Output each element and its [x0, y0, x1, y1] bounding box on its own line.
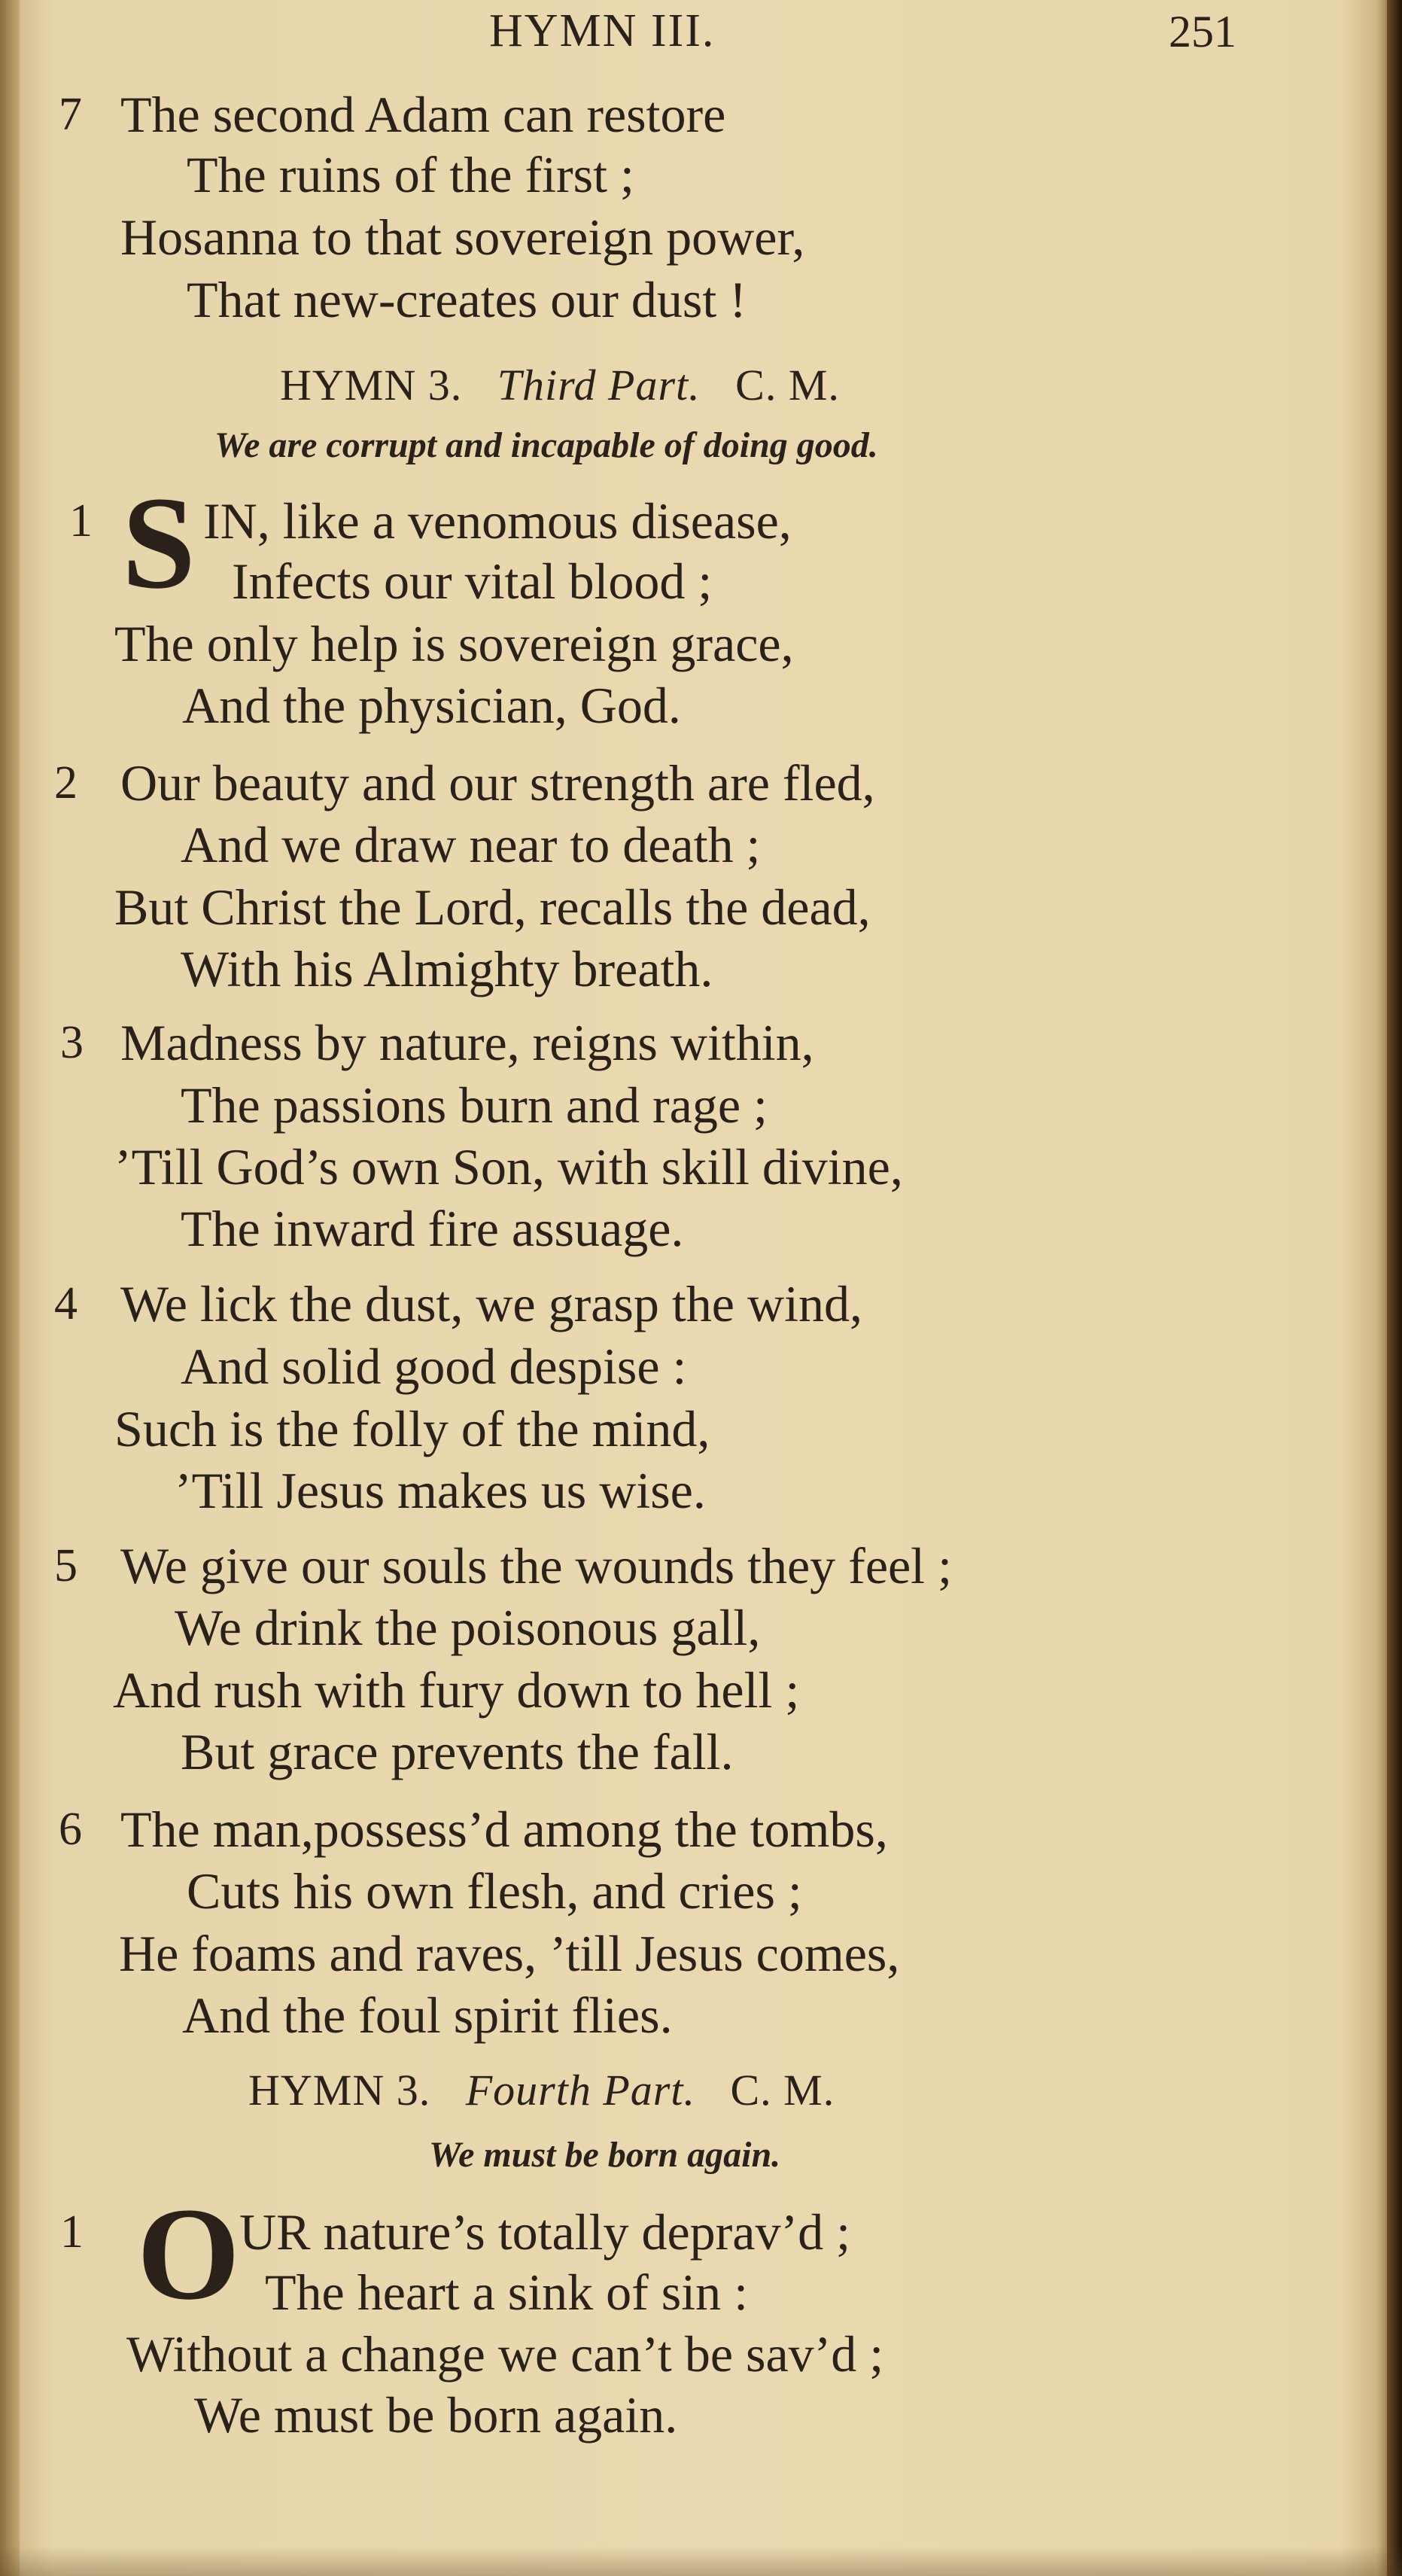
verse-line: And rush with fury down to hell ; — [113, 1661, 800, 1719]
page-bottom-shadow — [0, 2546, 1402, 2576]
hymn-heading-third-part — [280, 359, 840, 412]
verse-line: UR nature’s totally deprav’d ; — [239, 2203, 851, 2261]
verse-line: Our beauty and our strength are fled, — [120, 754, 875, 811]
heading-meter: C. M. — [730, 2066, 835, 2115]
verse-line: ’Till God’s own Son, with skill divine, — [114, 1138, 903, 1195]
verse-line: ’Till Jesus makes us wise. — [175, 1462, 706, 1519]
stanza-number: 6 — [59, 1804, 82, 1855]
drop-cap: O — [137, 2181, 240, 2328]
stanza-number: 1 — [60, 2206, 84, 2258]
stanza-number: 7 — [59, 89, 82, 140]
verse-line: Madness by nature, reigns within, — [120, 1014, 814, 1071]
page-gutter-edge — [0, 0, 20, 2576]
verse-line: The inward fire assuage. — [181, 1200, 684, 1257]
stanza-number: 2 — [54, 757, 78, 808]
verse-line: But grace prevents the fall. — [181, 1723, 734, 1780]
verse-line: With his Almighty breath. — [181, 940, 713, 997]
verse-line: We drink the poisonous gall, — [175, 1599, 761, 1656]
verse-line: But Christ the Lord, recalls the dead, — [114, 878, 871, 936]
verse-line: The ruins of the first ; — [187, 146, 634, 203]
verse-line: Such is the folly of the mind, — [114, 1400, 710, 1457]
verse-line: And the foul spirit flies. — [182, 1987, 673, 2044]
heading-prefix: HYMN 3. — [280, 361, 463, 410]
verse-line: Cuts his own flesh, and cries ; — [187, 1862, 802, 1920]
heading-part: Third Part. — [497, 361, 701, 410]
verse-line: The man,possess’d among the tombs, — [120, 1801, 888, 1858]
verse-line: And the physician, God. — [182, 677, 681, 734]
verse-line: We lick the dust, we grasp the wind, — [120, 1275, 862, 1332]
verse-line: Infects our vital blood ; — [232, 553, 713, 610]
verse-line: That new-creates our dust ! — [187, 271, 747, 328]
page-number: 251 — [1169, 7, 1236, 56]
stanza-number: 1 — [69, 495, 93, 547]
verse-line: The passions burn and rage ; — [181, 1076, 768, 1134]
verse-line: The second Adam can restore — [120, 86, 726, 143]
heading-meter: C. M. — [735, 361, 840, 410]
page-outer-edge — [1387, 0, 1402, 2576]
hymn-subtitle-third-part: We are corrupt and incapable of doing good. — [214, 425, 878, 465]
verse-line: He foams and raves, ’till Jesus comes, — [119, 1925, 900, 1982]
verse-line: IN, like a venomous disease, — [203, 492, 792, 550]
stanza-number: 4 — [54, 1278, 78, 1329]
drop-cap: S — [122, 470, 196, 617]
running-head — [0, 5, 1402, 72]
verse-line: And we draw near to death ; — [181, 816, 761, 873]
stanza-number: 3 — [60, 1017, 84, 1068]
stanza-number: 5 — [54, 1540, 78, 1591]
verse-line: The heart a sink of sin : — [265, 2264, 749, 2321]
verse-line: Without a change we can’t be sav’d ; — [126, 2325, 884, 2383]
hymn-subtitle-fourth-part: We must be born again. — [429, 2135, 781, 2175]
heading-prefix: HYMN 3. — [248, 2066, 431, 2115]
verse-line: Hosanna to that sovereign power, — [120, 209, 805, 266]
verse-line: We must be born again. — [194, 2386, 678, 2444]
verse-line: The only help is sovereign grace, — [114, 615, 794, 672]
verse-line: And solid good despise : — [181, 1338, 687, 1395]
hymn-heading-fourth-part — [248, 2064, 835, 2117]
heading-part: Fourth Part. — [465, 2066, 695, 2115]
verse-line: We give our souls the wounds they feel ; — [120, 1537, 952, 1594]
running-head-title: HYMN III. — [489, 5, 716, 56]
